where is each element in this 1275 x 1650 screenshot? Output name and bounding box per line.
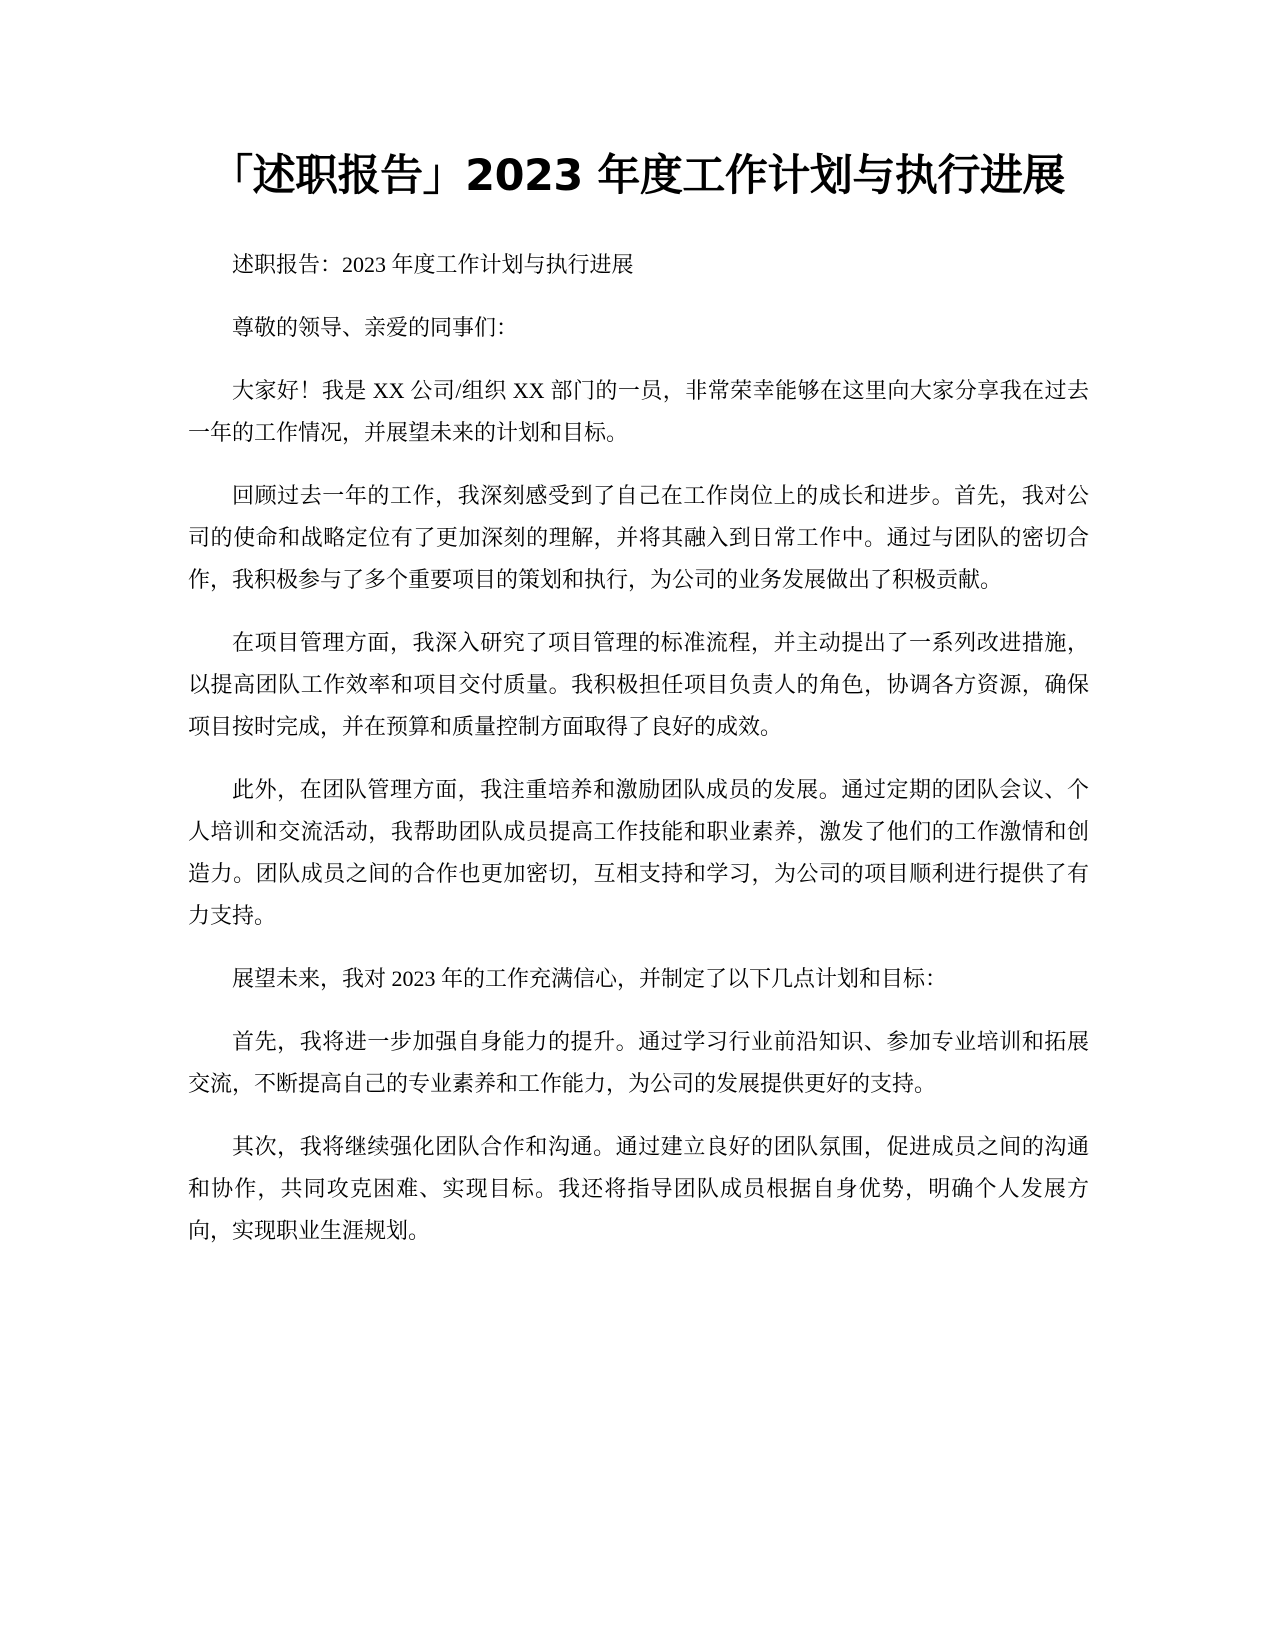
paragraph-heading: 述职报告：2023 年度工作计划与执行进展 bbox=[232, 252, 634, 277]
paragraph-plan-second: 其次，我将继续强化团队合作和沟通。通过建立良好的团队氛围，促进成员之间的沟通和协作，共同攻克困难、实现目标。我还将指导团队成员根据自身优势，明确个人发展方向，实现职业生涯规划。 bbox=[188, 1134, 1089, 1243]
paragraph-plan-first: 首先，我将进一步加强自身能力的提升。通过学习行业前沿知识、参加专业培训和拓展交流，不断提高自己的专业素养和工作能力，为公司的发展提供更好的支持。 bbox=[188, 1029, 1089, 1096]
paragraph-greeting: 大家好！我是 XX 公司/组织 XX 部门的一员，非常荣幸能够在这里向大家分享我在过去一年的工作情况，并展望未来的计划和目标。 bbox=[188, 378, 1089, 445]
document-body bbox=[188, 244, 1089, 1273]
paragraph-outlook: 展望未来，我对 2023 年的工作充满信心，并制定了以下几点计划和目标： bbox=[232, 966, 948, 991]
paragraph-review: 回顾过去一年的工作，我深刻感受到了自己在工作岗位上的成长和进步。首先，我对公司的使命和战略定位有了更加深刻的理解，并将其融入到日常工作中。通过与团队的密切合作，我积极参与了多个重要项目的策划和执行，为公司的业务发展做出了积极贡献。 bbox=[188, 483, 1089, 592]
paragraph-salutation: 尊敬的领导、亲爱的同事们： bbox=[232, 315, 519, 340]
document-title: 「述职报告」2023 年度工作计划与执行进展 bbox=[210, 151, 1065, 201]
paragraph-team-management: 此外，在团队管理方面，我注重培养和激励团队成员的发展。通过定期的团队会议、个人培训和交流活动，我帮助团队成员提高工作技能和职业素养，激发了他们的工作激情和创造力。团队成员之间的合作也更加密切，互相支持和学习，为公司的项目顺利进行提供了有力支持。 bbox=[188, 777, 1089, 928]
paragraph-project-management: 在项目管理方面，我深入研究了项目管理的标准流程，并主动提出了一系列改进措施，以提高团队工作效率和项目交付质量。我积极担任项目负责人的角色，协调各方资源，确保项目按时完成，并在预算和质量控制方面取得了良好的成效。 bbox=[188, 630, 1089, 739]
